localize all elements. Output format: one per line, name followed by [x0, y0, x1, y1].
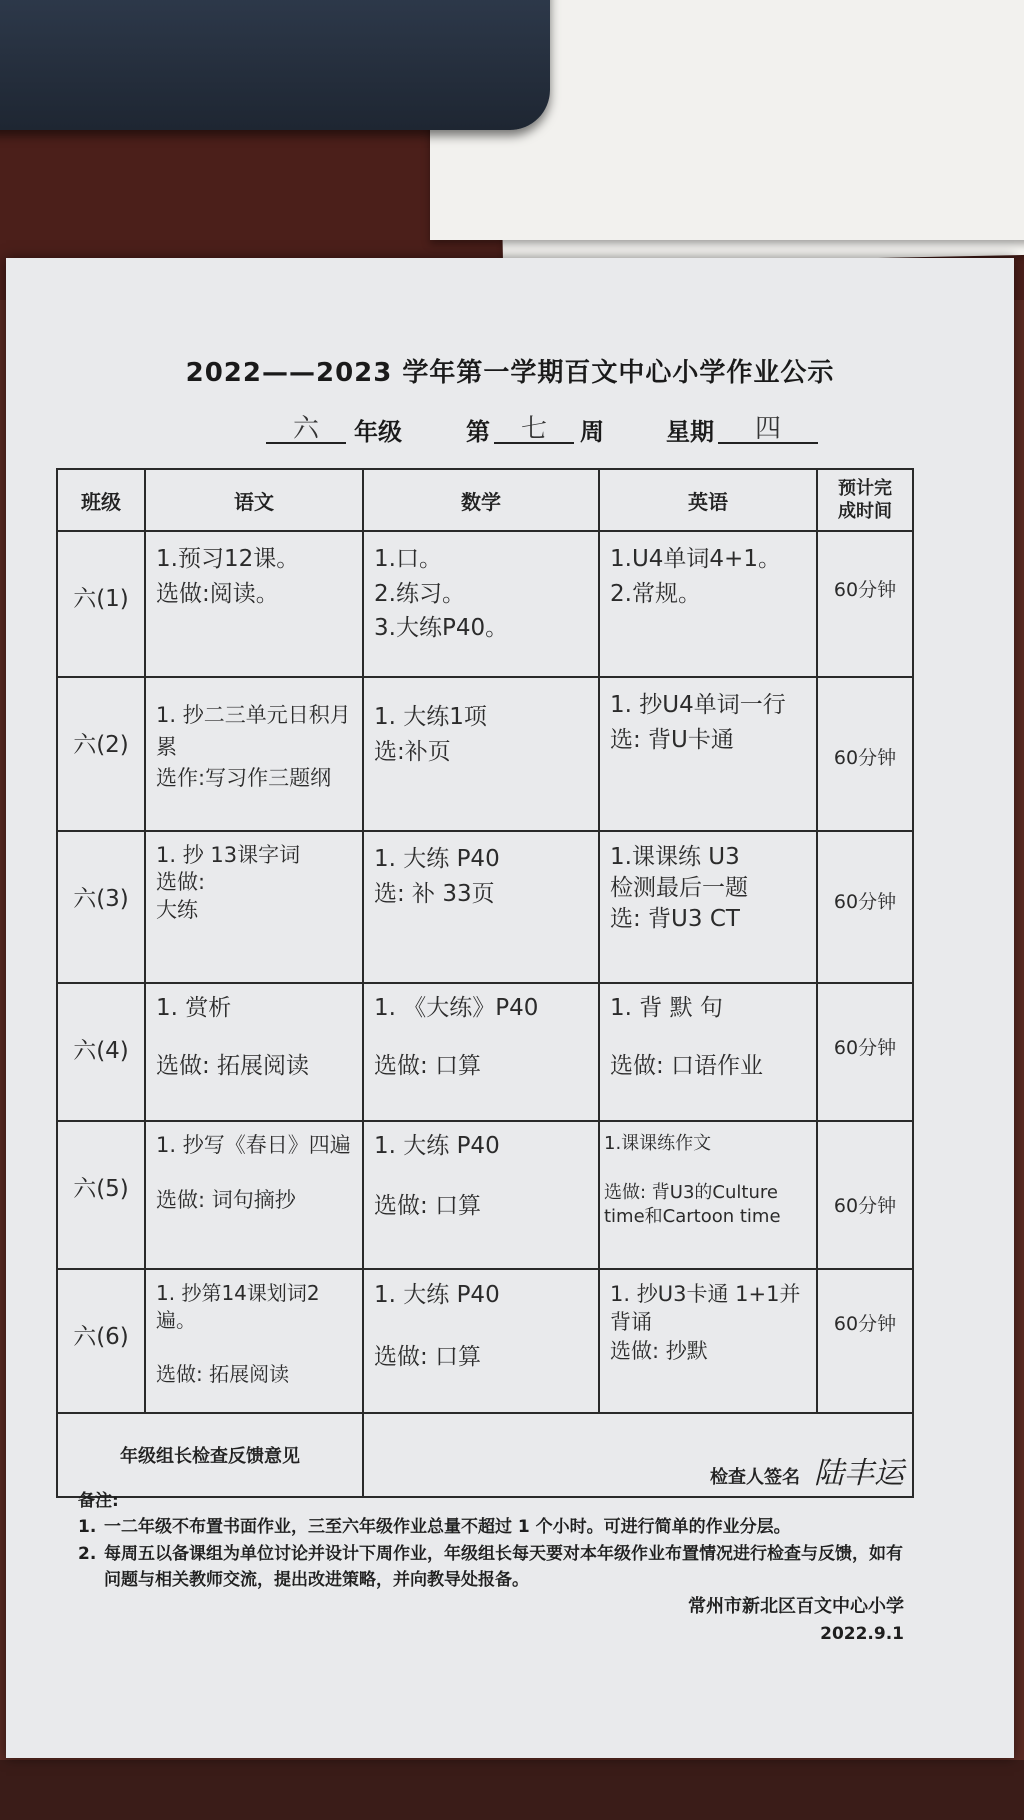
time-cell: 60分钟: [833, 747, 897, 769]
chinese-cell: 1. 抄写《春日》四遍 选做: 词句摘抄: [156, 1133, 351, 1212]
table-row: [57, 677, 913, 831]
note-text: 一二年级不布置书面作业，三至六年级作业总量不超过 1 个小时。可进行简单的作业分层。: [104, 1517, 791, 1538]
day-label: 星期: [666, 418, 714, 446]
header-english: 英语: [599, 469, 817, 531]
time-cell: 60分钟: [833, 891, 897, 913]
class-cell: 六(3): [73, 886, 129, 912]
note-number: 1.: [78, 1517, 97, 1538]
chinese-cell: 1. 赏析 选做: 拓展阅读: [156, 995, 310, 1079]
note-number: 2.: [78, 1543, 97, 1564]
table-row: [57, 1121, 913, 1269]
header-chinese: 语文: [145, 469, 363, 531]
note-item: [78, 1541, 918, 1594]
math-cell: 1. 《大练》P40 选做: 口算: [374, 995, 539, 1079]
math-cell: 1.口。 2.练习。 3.大练P40。: [374, 546, 509, 641]
feedback-row: [57, 1413, 913, 1497]
class-cell: 六(4): [73, 1038, 129, 1064]
header-class: 班级: [57, 469, 145, 531]
notes-heading: 备注:: [78, 1491, 119, 1511]
chinese-cell: 1. 抄 13课字词 选做: 大练: [156, 843, 301, 922]
time-cell: 60分钟: [833, 1313, 897, 1335]
time-cell: 60分钟: [833, 1195, 897, 1217]
signer-label: 检查人签名: [710, 1467, 800, 1488]
notes-section: [78, 1488, 918, 1593]
issue-date: 2022.9.1: [820, 1624, 904, 1644]
chinese-cell: 1.预习12课。 选做:阅读。: [156, 546, 300, 607]
table-row: [57, 831, 913, 983]
table-row: [57, 1269, 913, 1413]
class-cell: 六(5): [73, 1176, 129, 1202]
table-row: [57, 531, 913, 677]
feedback-label: 年级组长检查反馈意见: [120, 1446, 300, 1467]
math-cell: 1. 大练1项 选:补页: [374, 704, 487, 765]
homework-table: [56, 468, 914, 1498]
english-cell: 1. 抄U3卡通 1+1并 背诵 选做: 抄默: [610, 1282, 801, 1363]
math-cell: 1. 大练 P40 选: 补 33页: [374, 846, 500, 907]
english-cell: 1. 抄U4单词一行 选: 背U卡通: [610, 692, 786, 753]
math-cell: 1. 大练 P40 选做: 口算: [374, 1282, 500, 1371]
time-cell: 60分钟: [833, 579, 897, 601]
phone-device: [0, 0, 550, 130]
english-cell: 1.课课练 U3 检测最后一题 选: 背U3 CT: [610, 844, 748, 933]
sheet-title: 2022——2023 学年第一学期百文中心小学作业公示: [185, 358, 835, 388]
school-name: 常州市新北区百文中心小学: [688, 1596, 904, 1617]
english-cell: 1. 背 默 句 选做: 口语作业: [610, 995, 764, 1079]
day-value: 四: [718, 408, 818, 444]
signature: 陆丰运: [814, 1456, 904, 1491]
english-cell: 1.U4单词4+1。 2.常规。: [610, 546, 781, 607]
grade-value: 六: [266, 408, 346, 444]
week-prefix: 第: [466, 418, 490, 446]
class-cell: 六(1): [73, 586, 129, 612]
note-item: [78, 1514, 918, 1540]
table-row: [57, 983, 913, 1121]
header-time: 预计完 成时间: [817, 469, 913, 531]
chinese-cell: 1. 抄二三单元日积月累 选作:写习作三题纲: [156, 703, 351, 790]
table-header-row: [57, 469, 913, 531]
class-cell: 六(6): [73, 1324, 129, 1350]
signer-area: [710, 1448, 904, 1492]
header-math: 数学: [363, 469, 599, 531]
week-value: 七: [494, 408, 574, 444]
desk-edge: [0, 1760, 1024, 1820]
week-suffix: 周: [580, 418, 604, 446]
note-text: 每周五以备课组为单位讨论并设计下周作业，年级组长每天要对本年级作业布置情况进行检查与反馈，如有问题与相关教师交流，提出改进策略，并向教导处报备。: [104, 1543, 903, 1591]
chinese-cell: 1. 抄第14课划词2遍。 选做: 拓展阅读: [156, 1281, 320, 1386]
grade-week-line: [266, 408, 866, 452]
class-cell: 六(2): [73, 732, 129, 758]
math-cell: 1. 大练 P40 选做: 口算: [374, 1133, 500, 1219]
time-cell: 60分钟: [833, 1037, 897, 1059]
grade-label: 年级: [354, 418, 402, 446]
english-cell: 1.课课练作文 选做: 背U3的Culture time和Cartoon time: [604, 1133, 781, 1227]
homework-sheet: [6, 258, 1014, 1758]
